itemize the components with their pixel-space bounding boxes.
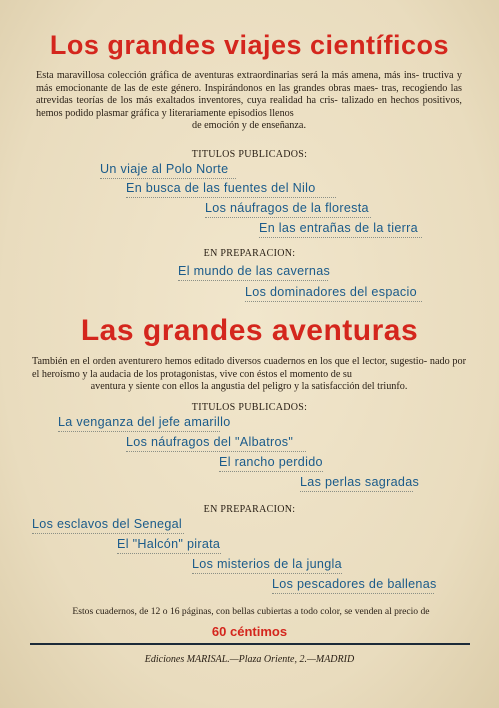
section1-preparation-heading: EN PREPARACION: bbox=[203, 248, 296, 259]
intro-line: aventura y siente con ellos la angustia del peligro y la satisfacción del triunfo. bbox=[90, 381, 408, 392]
intro-line: nado por el heroísmo y la audacia de los protagonistas, vive con éstos el momento de su bbox=[32, 356, 467, 380]
book-title: Los pescadores de ballenas bbox=[272, 577, 437, 591]
section1-published-heading: TITULOS PUBLICADOS: bbox=[191, 149, 308, 160]
dotted-underline bbox=[245, 301, 422, 302]
book-title: La venganza del jefe amarillo bbox=[58, 415, 231, 429]
dotted-underline bbox=[300, 491, 413, 492]
section2-title: Las grandes aventuras bbox=[80, 314, 419, 347]
book-title: En las entrañas de la tierra bbox=[259, 221, 418, 235]
book-title: Los náufragos del "Albatros" bbox=[126, 435, 294, 449]
book-title: El "Halcón" pirata bbox=[117, 537, 221, 551]
section2-published-heading: TITULOS PUBLICADOS: bbox=[191, 402, 308, 413]
dotted-underline bbox=[126, 197, 336, 198]
book-title: El rancho perdido bbox=[219, 455, 323, 469]
price-label: 60 céntimos bbox=[211, 624, 288, 639]
book-title: Un viaje al Polo Norte bbox=[100, 162, 229, 176]
book-title: Los esclavos del Senegal bbox=[32, 517, 183, 531]
dotted-underline bbox=[126, 451, 306, 452]
dotted-underline bbox=[259, 237, 422, 238]
section1-intro bbox=[36, 70, 462, 133]
dotted-underline bbox=[178, 280, 328, 281]
book-title: El mundo de las cavernas bbox=[178, 264, 331, 278]
section2-preparation-heading: EN PREPARACION: bbox=[203, 504, 296, 515]
dotted-underline bbox=[192, 573, 342, 574]
section2-intro bbox=[32, 356, 466, 394]
section1-title: Los grandes viajes científicos bbox=[49, 30, 450, 60]
dotted-underline bbox=[58, 431, 220, 432]
book-title: Los misterios de la jungla bbox=[192, 557, 342, 571]
intro-line: Esta maravillosa colección gráfica de aventuras extraordinarias será la más amena, más ins- bbox=[36, 70, 423, 81]
dotted-underline bbox=[272, 593, 434, 594]
publisher-imprint: Ediciones MARISAL.—Plaza Oriente, 2.—MADRID bbox=[144, 654, 355, 665]
dotted-underline bbox=[117, 553, 221, 554]
book-title: Los dominadores del espacio bbox=[245, 285, 417, 299]
intro-line: de emoción y de enseñanza. bbox=[192, 120, 306, 131]
book-title: En busca de las fuentes del Nilo bbox=[126, 181, 316, 195]
sale-text: Estos cuadernos, de 12 o 16 páginas, con bellas cubiertas a todo color, se venden al precio de bbox=[72, 606, 430, 617]
intro-line: tructiva y más emocionante de las de este género. Inspirándonos en las grandes obras maes- bbox=[36, 70, 462, 94]
dotted-underline bbox=[205, 217, 371, 218]
book-title: Los náufragos de la floresta bbox=[205, 201, 369, 215]
dotted-underline bbox=[219, 471, 323, 472]
book-title: Las perlas sagradas bbox=[300, 475, 420, 489]
intro-line: talizado en hechos positivos, hemos podido plasmar gráfica y literariamente episodios llenos bbox=[36, 95, 462, 119]
dotted-underline bbox=[32, 533, 184, 534]
dotted-underline bbox=[100, 178, 236, 179]
intro-line: También en el orden aventurero hemos editado diversos cuadernos en los que el lector, sugestio- bbox=[32, 356, 430, 367]
divider bbox=[30, 643, 470, 645]
intro-line: tras, recogiendo las atrevidas teorías de los más exaltados inventores, cuya realidad ha cris- bbox=[36, 82, 462, 106]
